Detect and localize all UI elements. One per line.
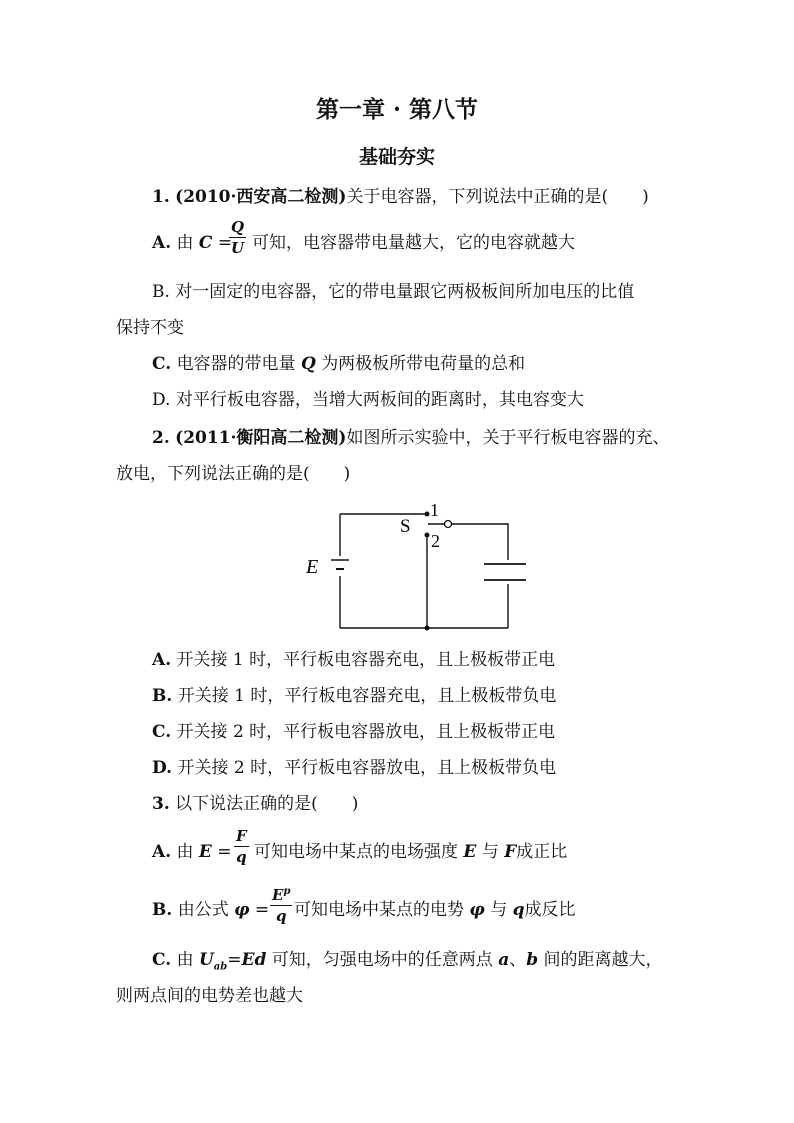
battery-label: E: [306, 556, 319, 578]
option-label: A.: [152, 650, 172, 670]
terminal-2-dot: [425, 533, 430, 538]
question-source: (2011·衡阳高二检测): [175, 428, 347, 448]
question-number: 2.: [152, 428, 170, 448]
question-number: 1.: [152, 187, 170, 207]
q3-option-b-rest: [294, 902, 576, 919]
option-label: C.: [152, 950, 172, 970]
option-text: 开关接 2 时，平行板电容器放电，且上极板带正电: [176, 722, 556, 742]
option-text: 与: [481, 842, 499, 862]
switch-pivot: [445, 521, 452, 528]
question-1-stem: [152, 189, 649, 206]
q2-option-a: [152, 652, 555, 669]
wire-right-top: [451, 524, 508, 560]
q3-option-a: [152, 844, 232, 861]
option-text: 电容器的带电量: [176, 354, 296, 374]
q2-option-c: [152, 724, 555, 741]
question-2-stem: [152, 430, 669, 447]
option-text: 开关接 1 时，平行板电容器充电，且上极板带正电: [176, 650, 556, 670]
variable-subscript: ab: [213, 961, 228, 973]
switch-label: S: [400, 516, 411, 537]
variable: E: [198, 842, 212, 862]
variable: Q: [300, 354, 316, 374]
variable: φ: [234, 900, 250, 920]
circuit-diagram: [300, 498, 540, 638]
equals-sign: =: [217, 842, 232, 862]
variable: b: [526, 950, 539, 970]
option-text: 可知，匀强电场中的任意两点: [271, 950, 493, 970]
q1-option-b-line1: B. 对一固定的电容器，它的带电量跟它两极板间所加电压的比值: [152, 282, 635, 302]
variable: φ: [469, 900, 485, 920]
q1-option-c: [152, 356, 525, 373]
option-text: 为两极板所带电荷量的总和: [321, 354, 526, 374]
question-text: 以下说法正确的是( ): [175, 794, 359, 814]
option-text: 开关接 2 时，平行板电容器放电，且上极板带负电: [177, 758, 557, 778]
page-title: 第一章 · 第八节: [315, 96, 479, 123]
fraction-ep-over-q: [270, 887, 292, 924]
variable: a: [498, 950, 510, 970]
option-label: D.: [152, 758, 173, 778]
q3-option-c: [152, 952, 663, 972]
question-number: 3.: [152, 794, 170, 814]
denominator: q: [275, 907, 287, 925]
q1-option-d: D. 对平行板电容器，当增大两板间的距离时，其电容变大: [152, 390, 584, 410]
question-source: (2010·西安高二检测): [175, 187, 347, 207]
fraction-q-over-u: [229, 220, 246, 256]
option-text: 由: [176, 842, 194, 862]
option-text: 开关接 1 时，平行板电容器充电，且上极板带负电: [177, 686, 557, 706]
fraction-f-over-q: [234, 829, 249, 865]
variable: [198, 950, 228, 973]
option-label: C.: [152, 722, 172, 742]
numerator: [270, 887, 292, 906]
equals-sign: =: [217, 233, 233, 253]
option-label: B.: [152, 686, 173, 706]
variable-base: U: [198, 950, 214, 970]
numerator: F: [236, 827, 247, 845]
option-label: A.: [152, 842, 172, 862]
q2-option-b: [152, 688, 556, 705]
q1-option-a: [152, 235, 232, 252]
denominator: q: [236, 848, 247, 866]
q1-option-a-rest: 可知，电容器带电量越大，它的电容就越大: [252, 233, 575, 253]
numerator-base: E: [272, 886, 284, 904]
terminal-1-label: 1: [430, 500, 439, 520]
separator: 、: [509, 950, 527, 970]
option-label: C.: [152, 354, 172, 374]
question-text: 如图所示实验中，关于平行板电容器的充、: [346, 428, 670, 448]
equals-sign: =: [254, 900, 270, 920]
q3-option-b: [152, 902, 269, 919]
q3-option-c-line2: 则两点间的电势差也越大: [116, 986, 303, 1006]
question-text: 关于电容器，下列说法中正确的是( ): [346, 187, 649, 207]
option-text: 成正比: [516, 842, 568, 862]
option-text: 由: [176, 233, 194, 253]
section-subtitle: 基础夯实: [358, 146, 435, 168]
option-label: A.: [152, 233, 172, 253]
option-text: 由: [176, 950, 194, 970]
equals-sign: =: [227, 950, 242, 970]
q1-option-b-line2: 保持不变: [116, 318, 184, 338]
numerator: Q: [231, 218, 245, 236]
q2-option-d: [152, 760, 556, 777]
variable: C: [198, 233, 213, 253]
option-text: 与: [490, 900, 508, 920]
variable: F: [504, 842, 517, 862]
numerator-superscript: p: [283, 886, 291, 897]
terminal-1-dot: [425, 512, 430, 517]
denominator: U: [230, 239, 245, 257]
expression: Ed: [241, 950, 267, 970]
terminal-2-label: 2: [431, 531, 440, 551]
option-text: 可知电场中某点的电场强度: [254, 842, 458, 862]
question-2-stem-line2: 放电，下列说法正确的是( ): [116, 464, 351, 484]
variable: q: [512, 900, 525, 920]
question-3-stem: [152, 796, 358, 813]
q3-option-a-rest: [254, 844, 567, 861]
option-text: 间的距离越大，: [543, 950, 663, 970]
option-text: 成反比: [524, 900, 576, 920]
junction-dot: [425, 626, 430, 631]
option-label: B.: [152, 900, 173, 920]
option-text: 由公式: [177, 900, 229, 920]
option-text: 可知电场中某点的电势: [294, 900, 464, 920]
variable: E: [463, 842, 477, 862]
